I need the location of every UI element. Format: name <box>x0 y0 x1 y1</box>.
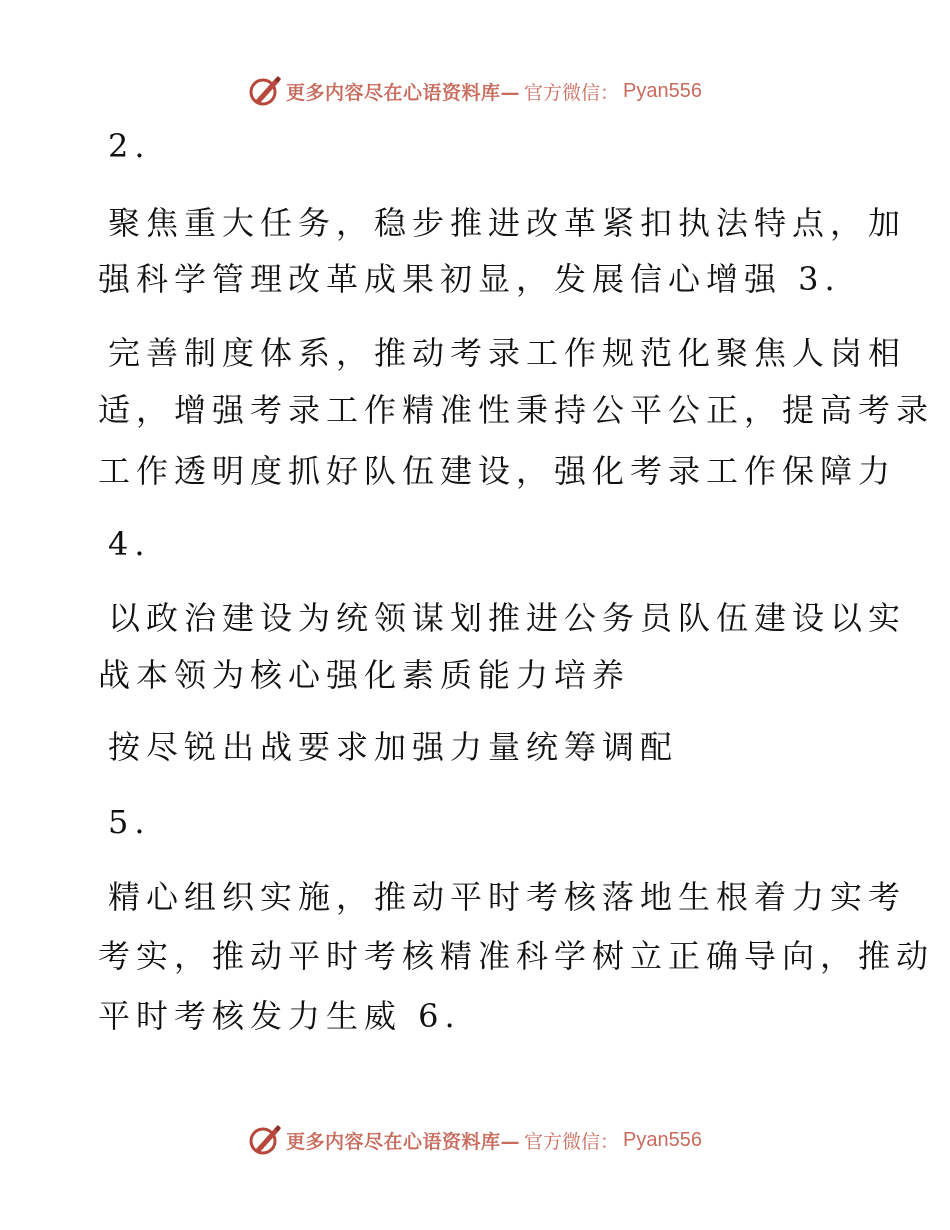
header-wechat-handle: Pyan556 <box>623 79 702 102</box>
paragraph-line: 强科学管理改革成果初显，发展信心增强 3. <box>98 260 841 298</box>
header-watermark <box>0 71 950 111</box>
section-number: 2. <box>108 127 151 165</box>
header-wechat-label: 官方微信： <box>524 81 620 104</box>
paragraph-line: 战本领为核心强化素质能力培养 <box>98 656 631 694</box>
footer-watermark <box>0 1120 950 1160</box>
pen-logo-icon <box>248 1123 282 1157</box>
paragraph-line: 完善制度体系，推动考录工作规范化聚焦人岗相 <box>108 334 907 372</box>
paragraph-line: 工作透明度抓好队伍建设，强化考录工作保障力 <box>98 452 897 490</box>
paragraph-line: 按尽锐出战要求加强力量统筹调配 <box>108 728 679 766</box>
header-slogan: 更多内容尽在心语资料库— <box>286 81 521 104</box>
footer-wechat-handle: Pyan556 <box>623 1128 702 1151</box>
paragraph-line: 适，增强考录工作精准性秉持公平公正，提高考录 <box>98 391 935 429</box>
paragraph-line: 考实，推动平时考核精准科学树立正确导向，推动 <box>98 937 935 975</box>
footer-wechat-label: 官方微信： <box>524 1130 620 1153</box>
paragraph-line: 平时考核发力生威 6. <box>98 997 461 1035</box>
paragraph-line: 精心组织实施，推动平时考核落地生根着力实考 <box>108 878 907 916</box>
footer-slogan: 更多内容尽在心语资料库— <box>286 1130 521 1153</box>
section-number: 5. <box>108 803 151 841</box>
section-number: 4. <box>108 525 151 563</box>
pen-logo-icon <box>248 74 282 108</box>
paragraph-line: 以政治建设为统领谋划推进公务员队伍建设以实 <box>108 599 907 637</box>
paragraph-line: 聚焦重大任务，稳步推进改革紧扣执法特点，加 <box>108 204 907 242</box>
